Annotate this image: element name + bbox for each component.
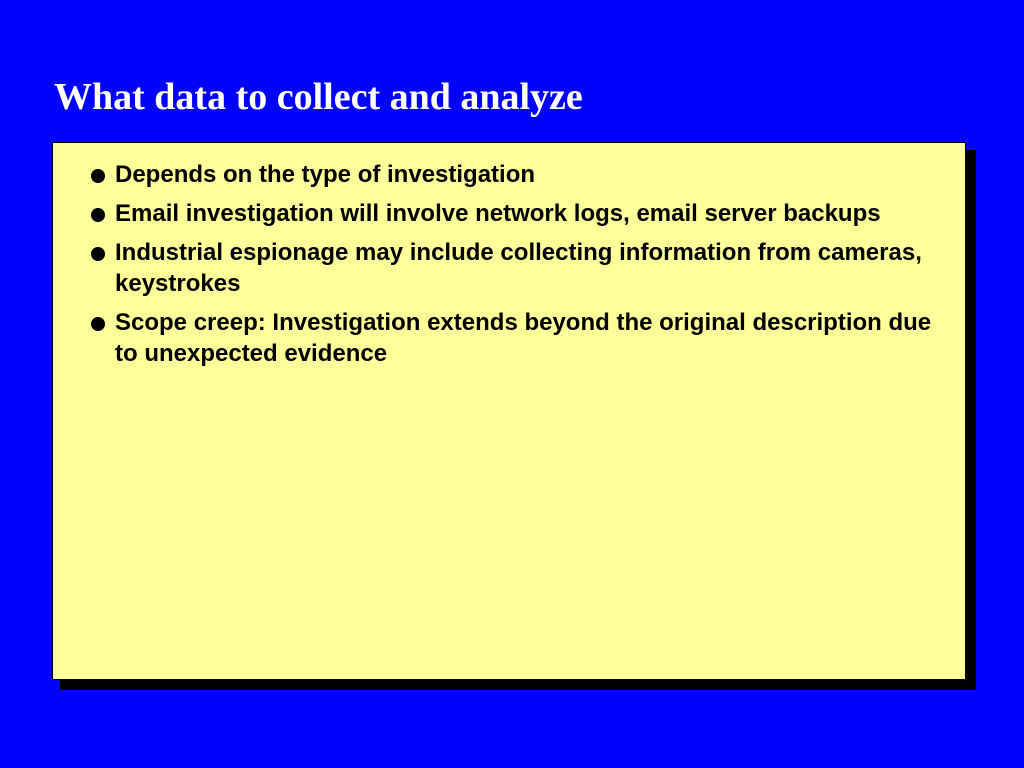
bullet-dot-icon [91, 169, 105, 183]
bullet-dot-icon [91, 208, 105, 222]
bullet-text: Depends on the type of investigation [115, 161, 536, 188]
bullet-text: Email investigation will involve network logs, email server backups [115, 200, 881, 227]
bullet-item [91, 159, 941, 190]
bullet-list [91, 159, 941, 377]
bullet-dot-icon [91, 247, 105, 261]
bullet-item [91, 237, 941, 299]
bullet-text: Industrial espionage may include collecting information from cameras, keystrokes [115, 239, 922, 297]
bullet-dot-icon [91, 317, 105, 331]
bullet-item [91, 307, 941, 369]
bullet-item [91, 198, 941, 229]
bullet-text: Scope creep: Investigation extends beyond the original description due to unexpected evidence [115, 309, 932, 367]
content-panel [52, 142, 966, 680]
slide-title: What data to collect and analyze [54, 76, 583, 118]
